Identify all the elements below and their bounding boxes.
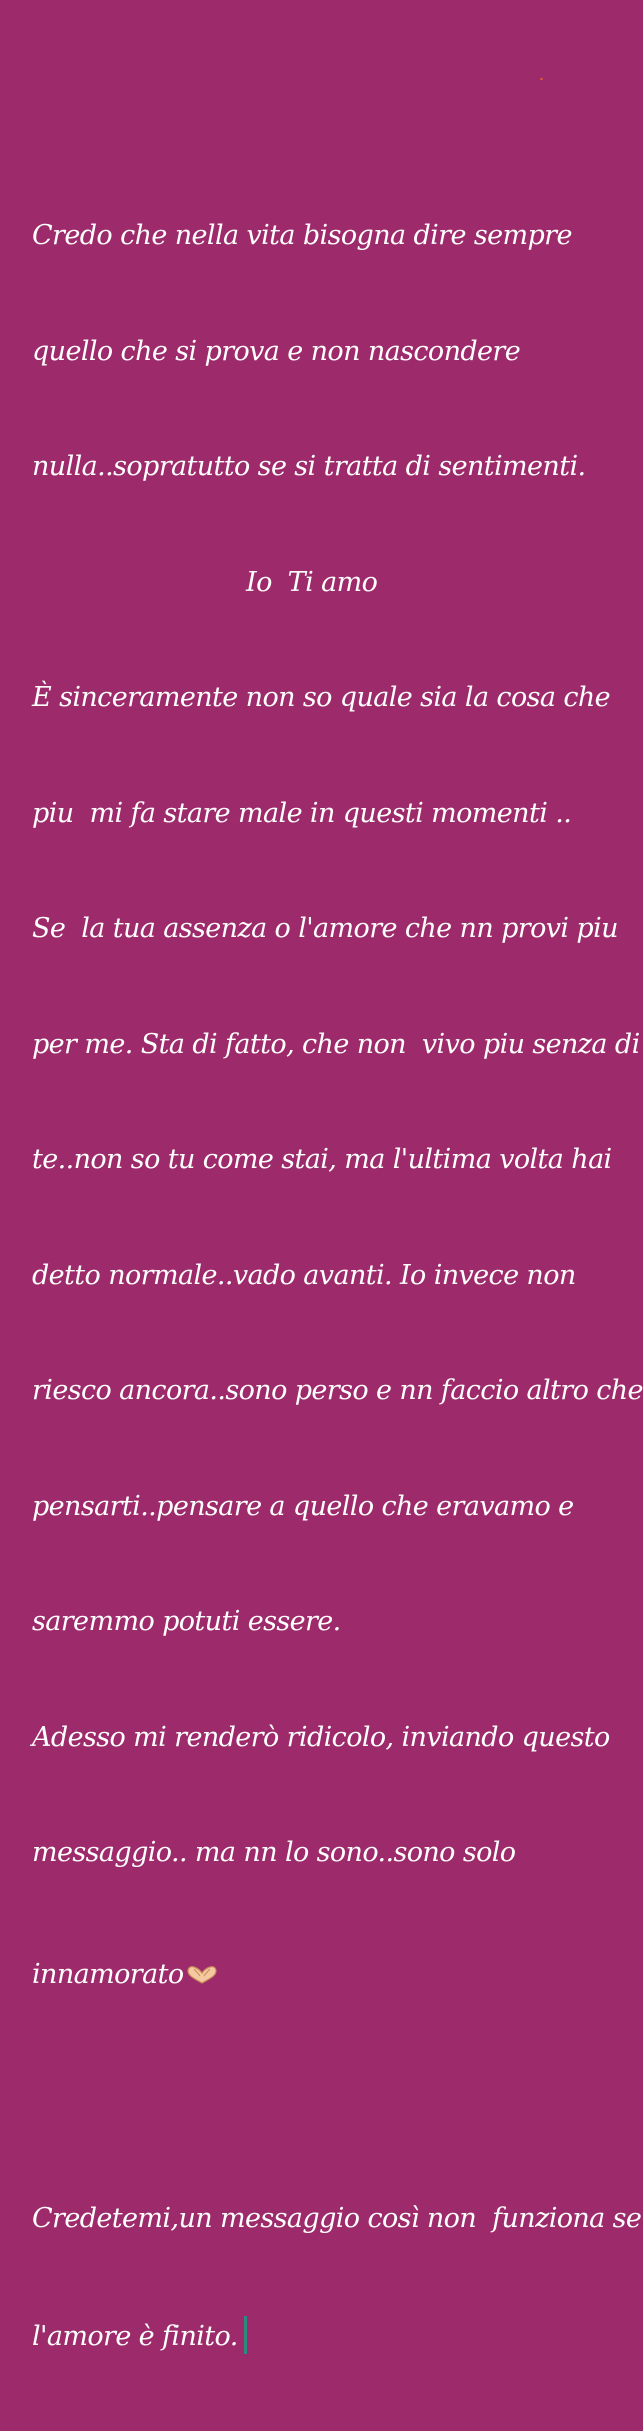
text-cursor [244, 2316, 247, 2354]
message-line: pensarti..pensare a quello che eravamo e [32, 1490, 574, 1522]
message-line-empty [32, 2085, 636, 2124]
message-line: piu mi fa stare male in questi momenti .. [32, 797, 572, 829]
heart-hands-icon [185, 1965, 219, 1985]
color-speck [540, 78, 543, 80]
message-line: messaggio.. ma nn lo sono..sono solo [32, 1837, 516, 1868]
message-line: saremmo potuti essere. [32, 1606, 341, 1637]
message-line: È sinceramente non so quale sia la cosa che [32, 682, 611, 713]
message-line: riesco ancora..sono perso e nn faccio altro che [32, 1375, 643, 1406]
message-line: per me. Sta di fatto, che non vivo piu senza di [32, 1028, 640, 1060]
message-line-last [32, 2316, 636, 2355]
message-line: Credo che nella vita bisogna dire sempre [32, 220, 572, 251]
message-line: Credetemi,un messaggio così non funziona se [32, 2203, 642, 2234]
message-line: Adesso mi renderò ridicolo, inviando questo [32, 1721, 610, 1753]
message-line-innamorato [32, 1950, 636, 2008]
innamorato-text: innamorato [32, 1958, 184, 1990]
message-line: nulla..sopratutto se si tratta di sentimenti. [32, 451, 586, 482]
message-line-ti-amo: Io Ti amo [246, 566, 378, 598]
message-line: detto normale..vado avanti. Io invece non [32, 1259, 576, 1291]
last-line-text: l'amore è finito. [32, 2320, 238, 2352]
message-line: Se la tua assenza o l'amore che nn provi piu [32, 913, 618, 944]
message-line: te..non so tu come stai, ma l'ultima volta hai [32, 1144, 612, 1175]
message-line: quello che si prova e non nascondere [32, 335, 521, 367]
message-text[interactable] [32, 140, 643, 2431]
